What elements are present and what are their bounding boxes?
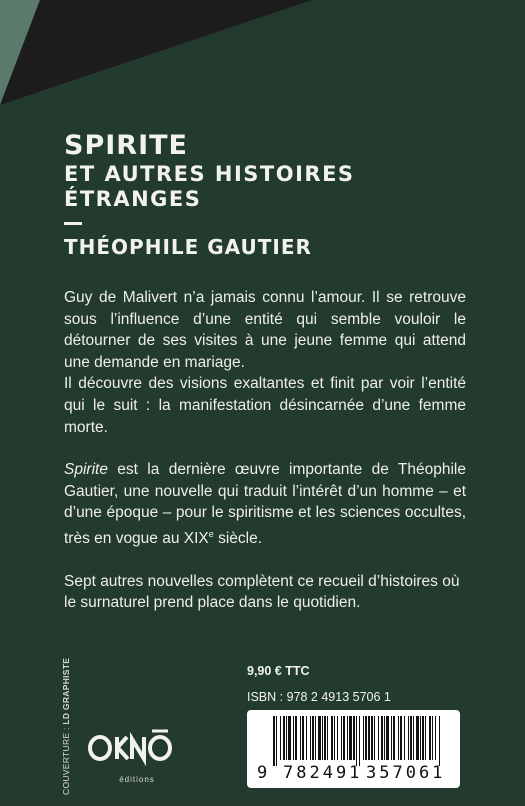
barcode-bar [381, 716, 383, 760]
barcode-bar [341, 716, 342, 760]
barcode-bar [391, 716, 392, 760]
barcode-bar [398, 716, 399, 760]
barcode-bar [413, 716, 414, 760]
barcode-bar [416, 716, 419, 760]
barcode-bar [432, 716, 433, 760]
barcode-bar [384, 716, 385, 760]
book-title: SPIRITE [64, 130, 188, 161]
barcode-bar [393, 716, 395, 760]
barcode-bar [374, 716, 375, 760]
barcode-bar [371, 716, 373, 760]
barcode-bar [347, 716, 348, 760]
barcode-bar [404, 716, 405, 760]
barcode-bar [356, 716, 357, 766]
title-block [64, 130, 484, 259]
barcode-bar [408, 716, 409, 760]
barcode-bar [318, 716, 321, 760]
barcode-bar [343, 716, 345, 760]
barcode-bar [322, 716, 323, 760]
summary-paragraph-2: Il découvre des visions exaltantes et finit par voir l’entité qui le suit : la manifestation désincarnée d’une femme morte. [64, 375, 466, 436]
barcode-bar [400, 716, 402, 760]
barcode-bar [331, 716, 333, 760]
author-name: THÉOPHILE GAUTIER [64, 235, 312, 259]
barcode-bar [315, 716, 316, 760]
barcode-bar [368, 716, 370, 760]
cover-credit: COUVERTURE : LD GRAPHISTE [61, 657, 71, 795]
summary-paragraph-4: Sept autres nouvelles complètent ce recueil d’histoires où le surnaturel prend place dans le quotidien. [64, 572, 460, 612]
barcode-bar [386, 716, 389, 760]
summary-paragraph-1: Guy de Malivert n’a jamais connu l’amour. Il se retrouve sous l’influence d’une entité qui semble vouloir le détourner de ses visites à une jeune femme qui attend une demande en mariage. [64, 289, 466, 371]
barcode-bar [300, 716, 301, 760]
barcode: 9 782491 357061 [247, 710, 460, 788]
barcode-bar [353, 716, 355, 760]
barcode-bar [429, 716, 431, 760]
barcode-bar [435, 716, 436, 760]
barcode-bar [306, 716, 307, 760]
barcode-bar [324, 716, 326, 760]
barcode-bar [349, 716, 352, 760]
title-divider [64, 222, 82, 225]
barcode-bar [283, 716, 285, 760]
back-cover-summary [64, 287, 466, 614]
barcode-bar [288, 716, 291, 760]
barcode-bar [337, 716, 338, 760]
summary-paragraph-3: Spirite est la dernière œuvre importante de Théophile Gautier, une nouvelle qui traduit l’intérêt d’un homme – et d’une époque – pour le spiritisme et les sciences occultes, très en vogue au XIXe siècle. [64, 461, 466, 548]
barcode-bar [365, 716, 367, 760]
title-italic: Spirite [64, 461, 108, 479]
barcode-bar [363, 716, 364, 760]
barcode-bar [310, 716, 311, 760]
barcode-bar [359, 716, 360, 766]
barcode-bar [378, 716, 379, 760]
barcode-bar [293, 716, 294, 760]
isbn-label: ISBN : 978 2 4913 5706 1 [247, 690, 391, 704]
barcode-bar [420, 716, 421, 760]
barcode-bar [334, 716, 335, 760]
barcode-bar [280, 716, 281, 760]
barcode-bar [327, 716, 328, 760]
price-label: 9,90 € TTC [247, 664, 310, 678]
barcode-bar [422, 716, 424, 760]
barcode-bar [273, 716, 275, 766]
barcode-bar [410, 716, 412, 760]
book-subtitle-line-2: ÉTRANGES [64, 187, 202, 211]
barcode-bar [295, 716, 297, 760]
decorative-corner-bands [0, 0, 525, 120]
publisher-subtitle: éditions [119, 775, 155, 784]
barcode-bar [312, 716, 314, 760]
barcode-bar [286, 716, 287, 760]
barcode-bars [273, 716, 445, 766]
book-subtitle-line-1: ET AUTRES HISTOIRES [64, 162, 355, 186]
barcode-bar [276, 716, 277, 766]
barcode-bar [425, 716, 426, 760]
barcode-bar [302, 716, 304, 760]
barcode-bar [439, 716, 440, 766]
